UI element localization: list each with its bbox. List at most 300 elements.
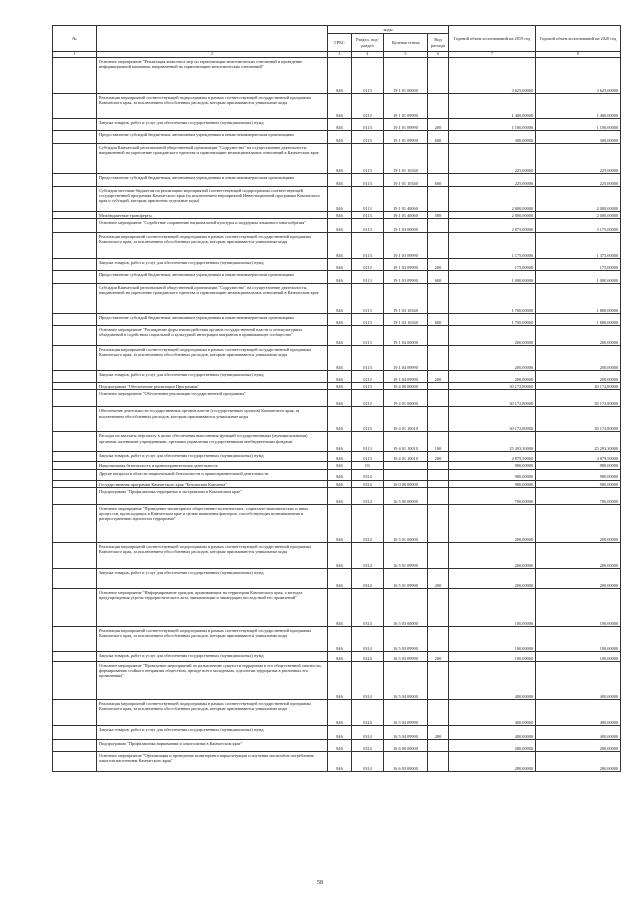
row-razdel-cell: 0314 [352,739,384,751]
row-num-cell [53,219,97,233]
row-name-cell: Основное мероприятие "Информирование граждан, проживающих на территории Камчатского края, о методах предупреждения угрозы террористического акта, минимизации и ликвидации последствий его проявлений" [97,588,328,626]
row-razdel-cell: 0113 [352,346,384,371]
row-vol-2020-cell: 400,00000 [536,661,621,699]
row-name-cell: Закупка товаров, работ и услуг для обеспечения государственных (муниципальных) нужд [97,651,328,661]
row-name-cell: Предоставление субсидий бюджетным, автономным учреждениям и иным некоммерческим организациям [97,271,328,284]
row-cel-cell: 16 5 04 00000 [384,661,428,699]
row-razdel-cell: 0314 [352,469,384,480]
header-grbs: ГРБС [328,34,352,52]
table-row [53,233,621,259]
row-vid-cell: 200 [428,371,449,383]
row-vol-2019-cell: 175,00000 [449,259,536,271]
row-num-cell [53,187,97,212]
table-row [53,568,621,588]
row-vol-2019-cell: 25 293,30000 [449,432,536,452]
row-vol-2019-cell: 200,00000 [449,542,536,568]
row-vol-2019-cell: 30 172,80000 [449,407,536,432]
table-row [53,259,621,271]
row-vol-2020-cell: 700,00000 [536,487,621,504]
row-name-cell: Реализация мероприятий соответствующей подпрограммы в рамках соответствующей государственной программы Камчатского края, за исключением обособленных расходов, которым присваиваются уникальные коды [97,94,328,119]
row-vol-2020-cell: 225,00000 [536,144,621,174]
row-num-cell [53,371,97,383]
row-vol-2020-cell: 1 400,00000 [536,94,621,119]
row-cel-cell: 16 6 00 00000 [384,739,428,751]
row-num-cell [53,390,97,407]
row-vol-2020-cell: 980,00000 [536,480,621,487]
table-row [53,94,621,119]
row-num-cell [53,407,97,432]
row-name-cell: Закупка товаров, работ и услуг для обеспечения государственных (муниципальных) нужд [97,452,328,462]
row-vol-2020-cell: 980,00000 [536,462,621,469]
row-vol-2020-cell: 3 625,00000 [536,58,621,94]
row-grbs-cell: 846 [328,144,352,174]
row-vid-cell [428,661,449,699]
row-grbs-cell: 846 [328,390,352,407]
row-num-cell [53,271,97,284]
row-num-cell [53,661,97,699]
row-name-cell: Национальная безопасность и правоохранительная деятельность [97,462,328,469]
row-razdel-cell: 0314 [352,626,384,651]
index-cell: 1 [53,52,97,58]
row-num-cell [53,480,97,487]
index-cell: 6 [428,52,449,58]
row-vid-cell [428,346,449,371]
row-razdel-cell: 0113 [352,119,384,131]
row-name-cell: Обеспечение деятельности государственных органов власти (государственных органов) Камчатского края, за исключением обособленных расходов, которым присваиваются уникальные коды [97,407,328,432]
table-row [53,452,621,462]
row-grbs-cell: 846 [328,432,352,452]
row-vol-2020-cell: 3 175,00000 [536,219,621,233]
row-num-cell [53,314,97,326]
table-row [53,346,621,371]
row-name-cell: Реализация мероприятий соответствующей подпрограммы в рамках соответствующей государственной программы Камчатского края, за исключением обособленных расходов, которым присваиваются уникальные коды [97,542,328,568]
row-grbs-cell: 846 [328,119,352,131]
table-row [53,504,621,542]
page-number: 58 [317,880,323,886]
row-cel-cell: 19 4 01 10010 [384,452,428,462]
row-grbs-cell: 846 [328,383,352,390]
row-vid-cell [428,751,449,771]
row-name-cell: Основное мероприятие "Проведение мониторинга общественно-политических, социально-экономических и иных процессов, происходящих в Камчатском крае и целью выявления факторов, способствующих возникновению и распространению идеологии терроризма" [97,504,328,542]
budget-table [52,25,621,772]
row-vol-2020-cell: 400,00000 [536,725,621,739]
row-num-cell [53,469,97,480]
row-grbs-cell: 846 [328,271,352,284]
table-row [53,626,621,651]
table-row [53,219,621,233]
row-vol-2020-cell: 100,00000 [536,588,621,626]
row-cel-cell: 19 1 03 09990 [384,259,428,271]
row-cel-cell: 19 1 03 10340 [384,284,428,314]
row-cel-cell: 19 4 01 00000 [384,390,428,407]
row-name-cell: Расходы на выплаты персоналу в целях обеспечения выполнения функций государственными (муниципальными) органами, казенными учреждениями, органами управления государственными внебюджетными фондами [97,432,328,452]
row-grbs-cell: 846 [328,233,352,259]
row-vid-cell [428,390,449,407]
row-name-cell: Субсидия Камчатской региональной общественной организации "Содружество" на осуществление деятельности, направленной на укрепление гражданского единства и гармонизацию межнациональных отношений в Камчатском крае [97,284,328,314]
row-cel-cell: 19 1 03 09990 [384,271,428,284]
row-vol-2019-cell: 2 875,00000 [449,219,536,233]
row-grbs-cell: 846 [328,131,352,144]
row-vid-cell [428,487,449,504]
row-num-cell [53,131,97,144]
row-vol-2020-cell: 200,00000 [536,504,621,542]
row-vol-2020-cell: 1 800,00000 [536,314,621,326]
row-razdel-cell: 0113 [352,219,384,233]
row-cel-cell: 19 1 01 40060 [384,212,428,219]
row-name-cell: Основное мероприятие "Организация и проведение мониторинга наркоситуации и изучения масштабов потребления алкоголя населением Камчатского края" [97,751,328,771]
row-vol-2019-cell: 700,00000 [449,487,536,504]
row-name-cell: Основное мероприятие "Обеспечение реализации государственной программы" [97,390,328,407]
table-row [53,58,621,94]
row-razdel-cell: 0113 [352,371,384,383]
row-razdel-cell: 0113 [352,259,384,271]
index-cell: 7 [449,52,536,58]
row-vol-2019-cell: 1 100,00000 [449,119,536,131]
row-vol-2019-cell: 3 625,00000 [449,58,536,94]
row-name-cell: Государственная программа Камчатского края "Безопасная Камчатка" [97,480,328,487]
row-name-cell: Подпрограмма "Обеспечение реализации Программы" [97,383,328,390]
row-vid-cell [428,469,449,480]
row-vol-2019-cell: 225,00000 [449,144,536,174]
row-name-cell: Основное мероприятие "Расширение форм взаимодействия органов государственной власти и этнокультурных объединений в содействии социальной и культурной интеграции мигрантов в принимающее сообщество" [97,326,328,346]
row-cel-cell: 16 5 00 00000 [384,487,428,504]
row-num-cell [53,739,97,751]
row-vol-2020-cell: 1 100,00000 [536,119,621,131]
row-num-cell [53,651,97,661]
row-grbs-cell: 846 [328,661,352,699]
row-vol-2019-cell: 200,00000 [449,326,536,346]
row-vol-2020-cell: 1 800,00000 [536,284,621,314]
table-row [53,271,621,284]
row-grbs-cell: 846 [328,259,352,271]
row-vid-cell [428,144,449,174]
row-grbs-cell: 846 [328,326,352,346]
table-row [53,432,621,452]
index-cell: 8 [536,52,621,58]
row-vol-2019-cell: 100,00000 [449,651,536,661]
row-grbs-cell: 846 [328,487,352,504]
row-vol-2020-cell: 25 293,30000 [536,432,621,452]
row-razdel-cell: 0314 [352,568,384,588]
row-vol-2019-cell: 30 172,80000 [449,383,536,390]
header-name [97,26,328,52]
row-vol-2019-cell: 400,00000 [449,699,536,725]
header-razdel: Раздел, под-раздел [352,34,384,52]
row-razdel-cell: 0113 [352,452,384,462]
row-vol-2020-cell: 200,00000 [536,326,621,346]
row-vid-cell [428,480,449,487]
row-vol-2020-cell: 225,00000 [536,174,621,187]
row-razdel-cell: 0113 [352,94,384,119]
row-vid-cell: 200 [428,568,449,588]
row-vol-2020-cell: 400,00000 [536,699,621,725]
row-razdel-cell: 0314 [352,661,384,699]
row-vid-cell [428,739,449,751]
row-razdel-cell: 0113 [352,144,384,174]
row-vid-cell [428,187,449,212]
row-vid-cell [428,284,449,314]
row-razdel-cell: 0113 [352,407,384,432]
row-name-cell: Другие вопросы в области национальной безопасности и правоохранительной деятельности [97,469,328,480]
table-row [53,144,621,174]
row-vol-2019-cell: 225,00000 [449,174,536,187]
table-row [53,383,621,390]
row-vid-cell: 200 [428,651,449,661]
row-razdel-cell: 0113 [352,390,384,407]
row-num-cell [53,751,97,771]
row-cel-cell: 19 1 04 09990 [384,346,428,371]
row-grbs-cell: 846 [328,452,352,462]
row-vid-cell [428,699,449,725]
row-vid-cell [428,219,449,233]
row-razdel-cell: 0113 [352,326,384,346]
table-row [53,407,621,432]
row-vol-2020-cell: 100,00000 [536,651,621,661]
header-vol-2019: Годовой объем ассигнований на 2019 год [449,26,536,52]
row-grbs-cell: 846 [328,212,352,219]
row-vid-cell [428,588,449,626]
row-grbs-cell: 846 [328,725,352,739]
row-vol-2019-cell: 1 175,00000 [449,233,536,259]
row-cel-cell: 16 5 01 00000 [384,504,428,542]
row-name-cell: Основное мероприятие "Реализация комплекса мер по гармонизации межэтнических отношений и проведение информационной кампании, направленной на гармонизацию межэтнических отношений" [97,58,328,94]
row-razdel-cell: 0113 [352,314,384,326]
row-vol-2020-cell: 200,00000 [536,542,621,568]
row-grbs-cell: 846 [328,462,352,469]
row-cel-cell: 19 4 01 10010 [384,407,428,432]
row-num-cell [53,174,97,187]
row-cel-cell: 16 5 03 09990 [384,626,428,651]
row-name-cell: Реализация мероприятий соответствующей подпрограммы в рамках соответствующей государственной программы Камчатского края, за исключением обособленных расходов, которым присваиваются уникальные коды [97,626,328,651]
row-razdel-cell: 0314 [352,588,384,626]
table-row [53,542,621,568]
row-num-cell [53,432,97,452]
row-cel-cell [384,462,428,469]
table-row [53,739,621,751]
row-grbs-cell: 846 [328,407,352,432]
row-cel-cell: 16 6 03 00000 [384,751,428,771]
row-vid-cell: 200 [428,725,449,739]
row-vol-2019-cell: 1 400,00000 [449,94,536,119]
row-vol-2019-cell: 1 700,00000 [449,284,536,314]
row-grbs-cell: 846 [328,568,352,588]
row-grbs-cell: 846 [328,174,352,187]
row-cel-cell: 16 5 04 09990 [384,699,428,725]
row-razdel-cell: 0314 [352,751,384,771]
row-grbs-cell: 846 [328,346,352,371]
row-vol-2020-cell: 280,00000 [536,739,621,751]
row-vid-cell: 600 [428,174,449,187]
row-cel-cell: 19 1 01 10340 [384,144,428,174]
table-row [53,326,621,346]
row-razdel-cell: 0113 [352,432,384,452]
row-vol-2019-cell: 300,00000 [449,131,536,144]
row-name-cell: Предоставление субсидий бюджетным, автономным учреждениям и иным некоммерческим организациям [97,131,328,144]
row-cel-cell: 19 1 01 09990 [384,119,428,131]
row-num-cell [53,346,97,371]
row-num-cell [53,504,97,542]
row-name-cell: Закупка товаров, работ и услуг для обеспечения государственных (муниципальных) нужд [97,119,328,131]
row-vol-2020-cell: 4 879,50000 [536,452,621,462]
row-vol-2019-cell: 30 172,80000 [449,390,536,407]
row-razdel-cell: 0113 [352,233,384,259]
row-grbs-cell: 846 [328,219,352,233]
table-body [53,58,621,772]
row-razdel-cell: 0314 [352,542,384,568]
row-vid-cell: 500 [428,212,449,219]
row-num-cell [53,326,97,346]
row-num-cell [53,144,97,174]
row-grbs-cell: 846 [328,314,352,326]
row-vid-cell [428,326,449,346]
row-grbs-cell: 846 [328,626,352,651]
row-vol-2019-cell: 4 879,50000 [449,452,536,462]
row-vol-2019-cell: 1 700,00000 [449,314,536,326]
row-grbs-cell: 846 [328,651,352,661]
row-vid-cell [428,233,449,259]
row-cel-cell: 19 4 01 10010 [384,432,428,452]
row-vol-2019-cell: 980,00000 [449,462,536,469]
table-row [53,725,621,739]
row-num-cell [53,462,97,469]
row-grbs-cell: 846 [328,284,352,314]
row-vol-2019-cell: 100,00000 [449,626,536,651]
row-name-cell: Предоставление субсидий бюджетным, автономным учреждениям и иным некоммерческим организациям [97,314,328,326]
row-razdel-cell: 0113 [352,187,384,212]
row-vid-cell [428,407,449,432]
row-cel-cell: 19 1 01 09990 [384,131,428,144]
row-vol-2020-cell: 30 172,80000 [536,407,621,432]
row-cel-cell: 19 1 03 09990 [384,233,428,259]
row-vid-cell [428,626,449,651]
row-vid-cell [428,58,449,94]
table-row [53,588,621,626]
row-vid-cell [428,462,449,469]
row-vol-2019-cell: 200,00000 [449,371,536,383]
row-name-cell: Подпрограмма "Профилактика терроризма и экстремизма в Камчатском крае" [97,487,328,504]
row-razdel-cell: 0314 [352,487,384,504]
row-grbs-cell: 846 [328,739,352,751]
row-grbs-cell: 846 [328,542,352,568]
row-num-cell [53,259,97,271]
row-razdel-cell: 0314 [352,699,384,725]
table-row [53,119,621,131]
row-name-cell: Межбюджетные трансферты [97,212,328,219]
row-vol-2019-cell: 2 000,00000 [449,212,536,219]
row-razdel-cell: 0314 [352,725,384,739]
row-vol-2019-cell: 400,00000 [449,661,536,699]
header-cel: Целевая статья [384,34,428,52]
row-grbs-cell: 846 [328,187,352,212]
row-num-cell [53,233,97,259]
row-vol-2019-cell: 2 000,00000 [449,187,536,212]
index-cell: 2 [97,52,328,58]
row-vol-2019-cell: 1 000,00000 [449,271,536,284]
row-vol-2019-cell: 980,00000 [449,469,536,480]
row-num-cell [53,284,97,314]
row-cel-cell: 19 1 01 09990 [384,94,428,119]
row-vol-2020-cell: 200,00000 [536,568,621,588]
row-name-cell: Реализация мероприятий соответствующей подпрограммы в рамках соответствующей государственной программы Камчатского края, за исключением обособленных расходов, которым присваиваются уникальные коды [97,233,328,259]
row-vol-2020-cell: 30 172,80000 [536,390,621,407]
row-razdel-cell: 0314 [352,504,384,542]
row-cel-cell: 19 1 04 09990 [384,371,428,383]
table-row [53,699,621,725]
table-row [53,212,621,219]
row-cel-cell: 19 1 01 10340 [384,174,428,187]
table-row [53,314,621,326]
row-razdel-cell: 0113 [352,271,384,284]
row-vid-cell: 600 [428,314,449,326]
table-row [53,661,621,699]
row-vol-2019-cell: 200,00000 [449,504,536,542]
row-vol-2019-cell: 980,00000 [449,480,536,487]
row-cel-cell: 16 5 01 09990 [384,568,428,588]
row-grbs-cell: 846 [328,480,352,487]
row-name-cell: Закупка товаров, работ и услуг для обеспечения государственных (муниципальных) нужд [97,371,328,383]
row-grbs-cell: 846 [328,371,352,383]
row-vol-2019-cell: 280,00000 [449,751,536,771]
row-num-cell [53,487,97,504]
row-cel-cell: 19 1 04 00000 [384,326,428,346]
row-num-cell [53,58,97,94]
row-vol-2019-cell: 200,00000 [449,568,536,588]
header-codes-group: коды [328,26,449,34]
row-name-cell: Основное мероприятие "Проведение мероприятий по разъяснению сущности терроризма и его общественной опасности, формированию стойкого неприятия обществом, прежде всего молодежью, идеологии терроризма в различных его проявлениях" [97,661,328,699]
row-num-cell [53,699,97,725]
row-vid-cell [428,542,449,568]
row-num-cell [53,452,97,462]
row-name-cell: Закупка товаров, работ и услуг для обеспечения государственных (муниципальных) нужд [97,725,328,739]
row-razdel-cell: 0113 [352,131,384,144]
row-vol-2020-cell: 175,00000 [536,259,621,271]
row-cel-cell [384,469,428,480]
row-num-cell [53,626,97,651]
table-row [53,371,621,383]
table-row [53,174,621,187]
row-vol-2019-cell: 100,00000 [449,588,536,626]
row-cel-cell: 16 5 03 00000 [384,588,428,626]
row-name-cell: Предоставление субсидий бюджетным, автономным учреждениям и иным некоммерческим организациям [97,174,328,187]
row-vid-cell [428,383,449,390]
row-grbs-cell: 846 [328,469,352,480]
row-cel-cell: 16 5 04 09990 [384,725,428,739]
row-vid-cell [428,504,449,542]
table-row [53,131,621,144]
row-grbs-cell: 846 [328,751,352,771]
row-razdel-cell: 0314 [352,651,384,661]
row-name-cell: Субсидия Камчатской региональной общественной организации "Содружество" на осуществление деятельности, направленной на укрепление гражданского единства и гармонизацию межнациональных отношений в Камчатском крае [97,144,328,174]
row-cel-cell: 16 5 01 09990 [384,542,428,568]
row-cel-cell: 19 1 01 40060 [384,187,428,212]
row-vol-2020-cell: 2 000,00000 [536,187,621,212]
row-num-cell [53,383,97,390]
row-vid-cell: 600 [428,271,449,284]
document-page [52,25,620,772]
row-vid-cell: 600 [428,131,449,144]
row-grbs-cell: 846 [328,58,352,94]
row-num-cell [53,725,97,739]
row-grbs-cell: 846 [328,588,352,626]
row-grbs-cell: 846 [328,94,352,119]
index-cell: 4 [352,52,384,58]
table-row [53,187,621,212]
row-vid-cell [428,94,449,119]
row-num-cell [53,94,97,119]
row-vol-2019-cell: 200,00000 [449,346,536,371]
table-row [53,487,621,504]
row-razdel-cell: 03 [352,462,384,469]
